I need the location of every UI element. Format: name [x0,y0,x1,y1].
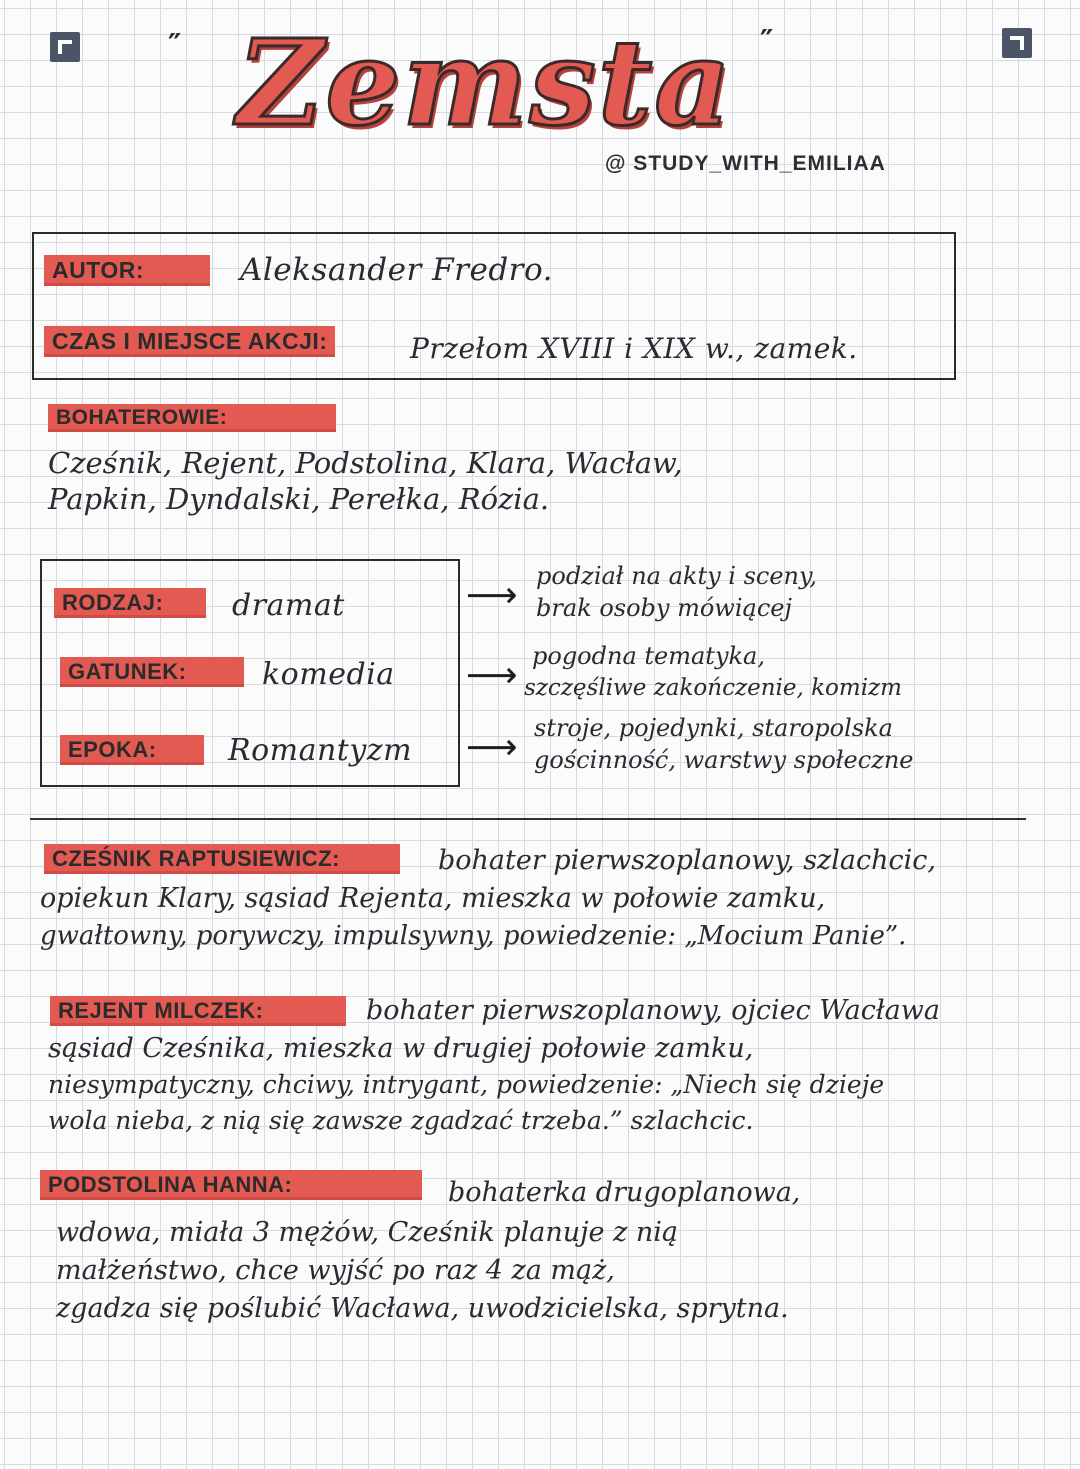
page-title: Zemsta [237,13,733,152]
corner-bracket-icon [50,32,80,62]
heroes-label: BOHATEROWIE: [48,404,336,432]
genre-value: komedia [262,657,395,692]
character-desc-line: opiekun Klary, sąsiad Rejenta, mieszka w połowie zamku, [40,883,826,914]
genre-type-desc: podział na akty i sceny, [536,562,818,590]
author-value: Aleksander Fredro. [240,252,553,288]
epoch-desc: gościnność, warstwy społeczne [534,746,914,774]
genre-type-value: dramat [232,588,345,623]
heroes-line: Cześnik, Rejent, Podstolina, Klara, Wacław, [48,446,683,480]
character-desc-line: bohater pierwszoplanowy, szlachcic, [438,845,936,876]
section-divider [30,818,1026,820]
character-desc-line: sąsiad Cześnika, mieszka w drugiej połowie zamku, [48,1033,754,1064]
character-desc-line: bohater pierwszoplanowy, ojciec Wacława [366,995,940,1026]
character-desc-line: niesympatyczny, chciwy, intrygant, powiedzenie: „Niech się dzieje [48,1070,885,1099]
genre-desc: szczęśliwe zakończenie, komizm [524,675,902,701]
genre-type-label: RODZAJ: [54,588,206,618]
corner-bracket-icon [1002,28,1032,58]
arrow-right-icon: ⟶ [466,575,518,616]
arrow-right-icon: ⟶ [466,727,518,768]
genre-type-desc: brak osoby mówiącej [536,594,792,622]
epoch-label: EPOKA: [60,735,204,765]
genre-desc: pogodna tematyka, [532,642,765,670]
heroes-line: Papkin, Dyndalski, Perełka, Rózia. [48,482,550,516]
epoch-desc: stroje, pojedynki, staropolska [534,714,893,742]
character-desc-line: bohaterka drugoplanowa, [448,1177,801,1208]
character-desc-line: małżeństwo, chce wyjść po raz 4 za mąż, [56,1255,615,1286]
author-label: AUTOR: [44,255,210,286]
time-place-value: Przełom XVIII i XIX w., zamek. [410,332,858,365]
genre-label: GATUNEK: [60,657,244,687]
character-label-czesnik: CZEŚNIK RAPTUSIEWICZ: [44,844,400,874]
spark-marks-icon: ″ [168,28,182,63]
epoch-value: Romantyzm [228,733,413,768]
character-label-rejent: REJENT MILCZEK: [50,996,346,1026]
arrow-right-icon: ⟶ [466,655,518,696]
character-desc-line: wdowa, miała 3 mężów, Cześnik planuje z nią [56,1217,679,1248]
character-desc-line: gwałtowny, porywczy, impulsywny, powiedzenie: „Mocium Panie”. [40,921,907,951]
character-desc-line: zgadza się poślubić Wacława, uwodzicielska, sprytna. [56,1293,789,1324]
spark-marks-icon: ″ [760,24,774,59]
character-desc-line: wola nieba, z nią się zawsze zgadzać trzeba.” szlachcic. [48,1106,754,1135]
character-label-podstolina: PODSTOLINA HANNA: [40,1170,422,1200]
author-credit: @ STUDY_WITH_EMILIAA [605,152,886,175]
time-place-label: CZAS I MIEJSCE AKCJI: [44,326,335,357]
